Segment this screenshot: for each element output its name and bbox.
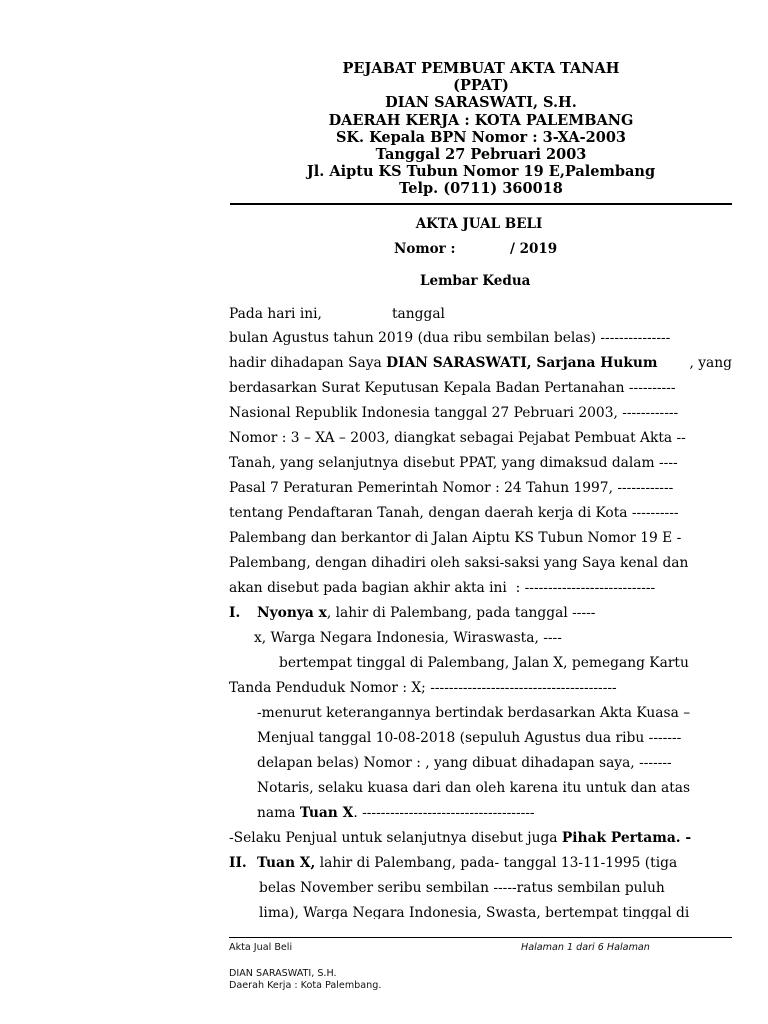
body-line [229,428,732,448]
body-text: tentang Pendaftaran Tanah, dengan daerah kerja di Kota ---------- [229,505,679,521]
body-line [257,703,690,723]
document-title [0,216,768,232]
body-line [229,578,732,598]
body-text: Notaris, selaku kuasa dari dan oleh karena itu untuk dan atas [257,780,691,796]
body-text: -menurut keterangannya bertindak berdasarkan Akta Kuasa – [257,705,691,721]
body-text: belas November seribu sembilan -----ratus sembilan puluh [259,880,665,896]
body-text: Nomor : 3 – XA – 2003, diangkat sebagai Pejabat Pembuat Akta -- [229,430,686,446]
body-line [259,878,665,898]
body-text: , lahir di Palembang, pada tanggal ----- [326,605,596,621]
sheet-label: Lembar Kedua [420,273,531,289]
body-text: Menjual tanggal 10-08-2018 (sepuluh Agustus dua ribu ------- [257,730,682,746]
document-number-value: / 2019 [510,241,558,257]
body-line [257,728,681,748]
body-text: nama [257,805,300,821]
party-one-number [229,603,240,623]
body-line [257,803,535,823]
body-text: , yang [689,355,732,371]
body-text: bulan Agustus tahun 2019 (dua ribu sembilan belas) --------------- [229,330,671,346]
letterhead-line: SK. Kepala BPN Nomor : 3-XA-2003 [335,128,627,146]
date-label: tanggal [392,306,445,322]
letterhead-line: DIAN SARASWATI, S.H. [385,94,577,112]
body-line [229,553,732,573]
body-text: x, Warga Negara Indonesia, Wiraswasta, ---- [254,630,562,646]
body-text: Palembang dan berkantor di Jalan Aiptu KS Tubun Nomor 19 E - [229,530,682,546]
body-text: -Selaku Penjual untuk selanjutnya disebut juga [229,830,562,846]
body-line [259,903,689,919]
notary-name: DIAN SARASWATI, Sarjana Hukum [386,355,658,371]
page-indicator: Halaman 1 dari 6 Halaman [521,942,650,953]
body-line [229,678,617,698]
body-line [229,304,322,324]
party-role: Pihak Pertama. - [561,830,692,846]
footer-divider [229,937,732,938]
principal-name: Tuan X [299,805,354,821]
letterhead [230,60,732,198]
body-text: delapan belas) Nomor : , yang dibuat dihadapan saya, ------- [257,755,672,771]
body-text: . ------------------------------------- [353,805,535,821]
footer-signature [229,968,732,992]
party-two-number [229,853,247,873]
letterhead-line: Tanggal 27 Pebruari 2003 [375,146,587,164]
body-text: Nasional Republik Indonesia tanggal 27 Pebruari 2003, ------------ [229,405,679,421]
document-number-label: Nomor : [394,241,456,257]
body-text: lahir di Palembang, pada- tanggal 13-11-1995 (tiga [315,855,678,871]
letterhead-line: Telp. (0711) 360018 [399,180,563,198]
body-text: Tanah, yang selanjutnya disebut PPAT, yang dimaksud dalam ---- [229,455,678,471]
body-text: bertempat tinggal di Palembang, Jalan X, pemegang Kartu [279,655,689,671]
body-line [257,753,672,773]
letterhead-line: (PPAT) [453,77,509,95]
party-one-name: Nyonya x [257,605,327,621]
body-line [229,453,732,473]
letterhead-line: PEJABAT PEMBUAT AKTA TANAH [342,60,620,77]
footer-doc-name: Akta Jual Beli [229,942,293,953]
body-text [229,353,658,373]
body-line [257,778,690,798]
party-number: I. [229,605,241,621]
body-line [279,653,732,673]
footer-region: Daerah Kerja : Kota Palembang. [229,980,382,991]
body-line [229,353,732,373]
body-line [392,304,445,324]
header-divider [230,203,732,205]
footer-name: DIAN SARASWATI, S.H. [229,968,337,979]
party-number: II. [229,855,247,871]
body-text: akan disebut pada bagian akhir akta ini : ---------------------------- [229,580,656,596]
document-title-text: AKTA JUAL BELI [415,216,543,232]
day-label: Pada hari ini, [229,306,322,322]
body-line [229,378,732,398]
party-two-name: Tuan X, [257,855,316,871]
page-footer [229,942,732,953]
body-line [229,403,732,423]
body-text: lima), Warga Negara Indonesia, Swasta, bertempat tinggal di [259,905,690,919]
body-text: berdasarkan Surat Keputusan Kepala Badan Pertanahan ---------- [229,380,676,396]
body-line [229,528,732,548]
body-line [229,503,732,523]
body-text: Palembang, dengan dihadiri oleh saksi-saksi yang Saya kenal dan [229,555,689,571]
body-line [254,628,562,648]
body-text: Pasal 7 Peraturan Pemerintah Nomor : 24 Tahun 1997, ------------ [229,480,674,496]
letterhead-line: DAERAH KERJA : KOTA PALEMBANG [328,111,634,129]
body-text: hadir dihadapan Saya [229,355,387,371]
body-line [229,328,732,348]
party-one-line [257,603,595,623]
letterhead-line: Jl. Aiptu KS Tubun Nomor 19 E,Palembang [306,163,656,181]
body-line [229,478,732,498]
party-two-line [257,853,677,873]
body-text: Tanda Penduduk Nomor : X; ---------------------------------------- [229,680,617,696]
seller-line [229,828,691,848]
